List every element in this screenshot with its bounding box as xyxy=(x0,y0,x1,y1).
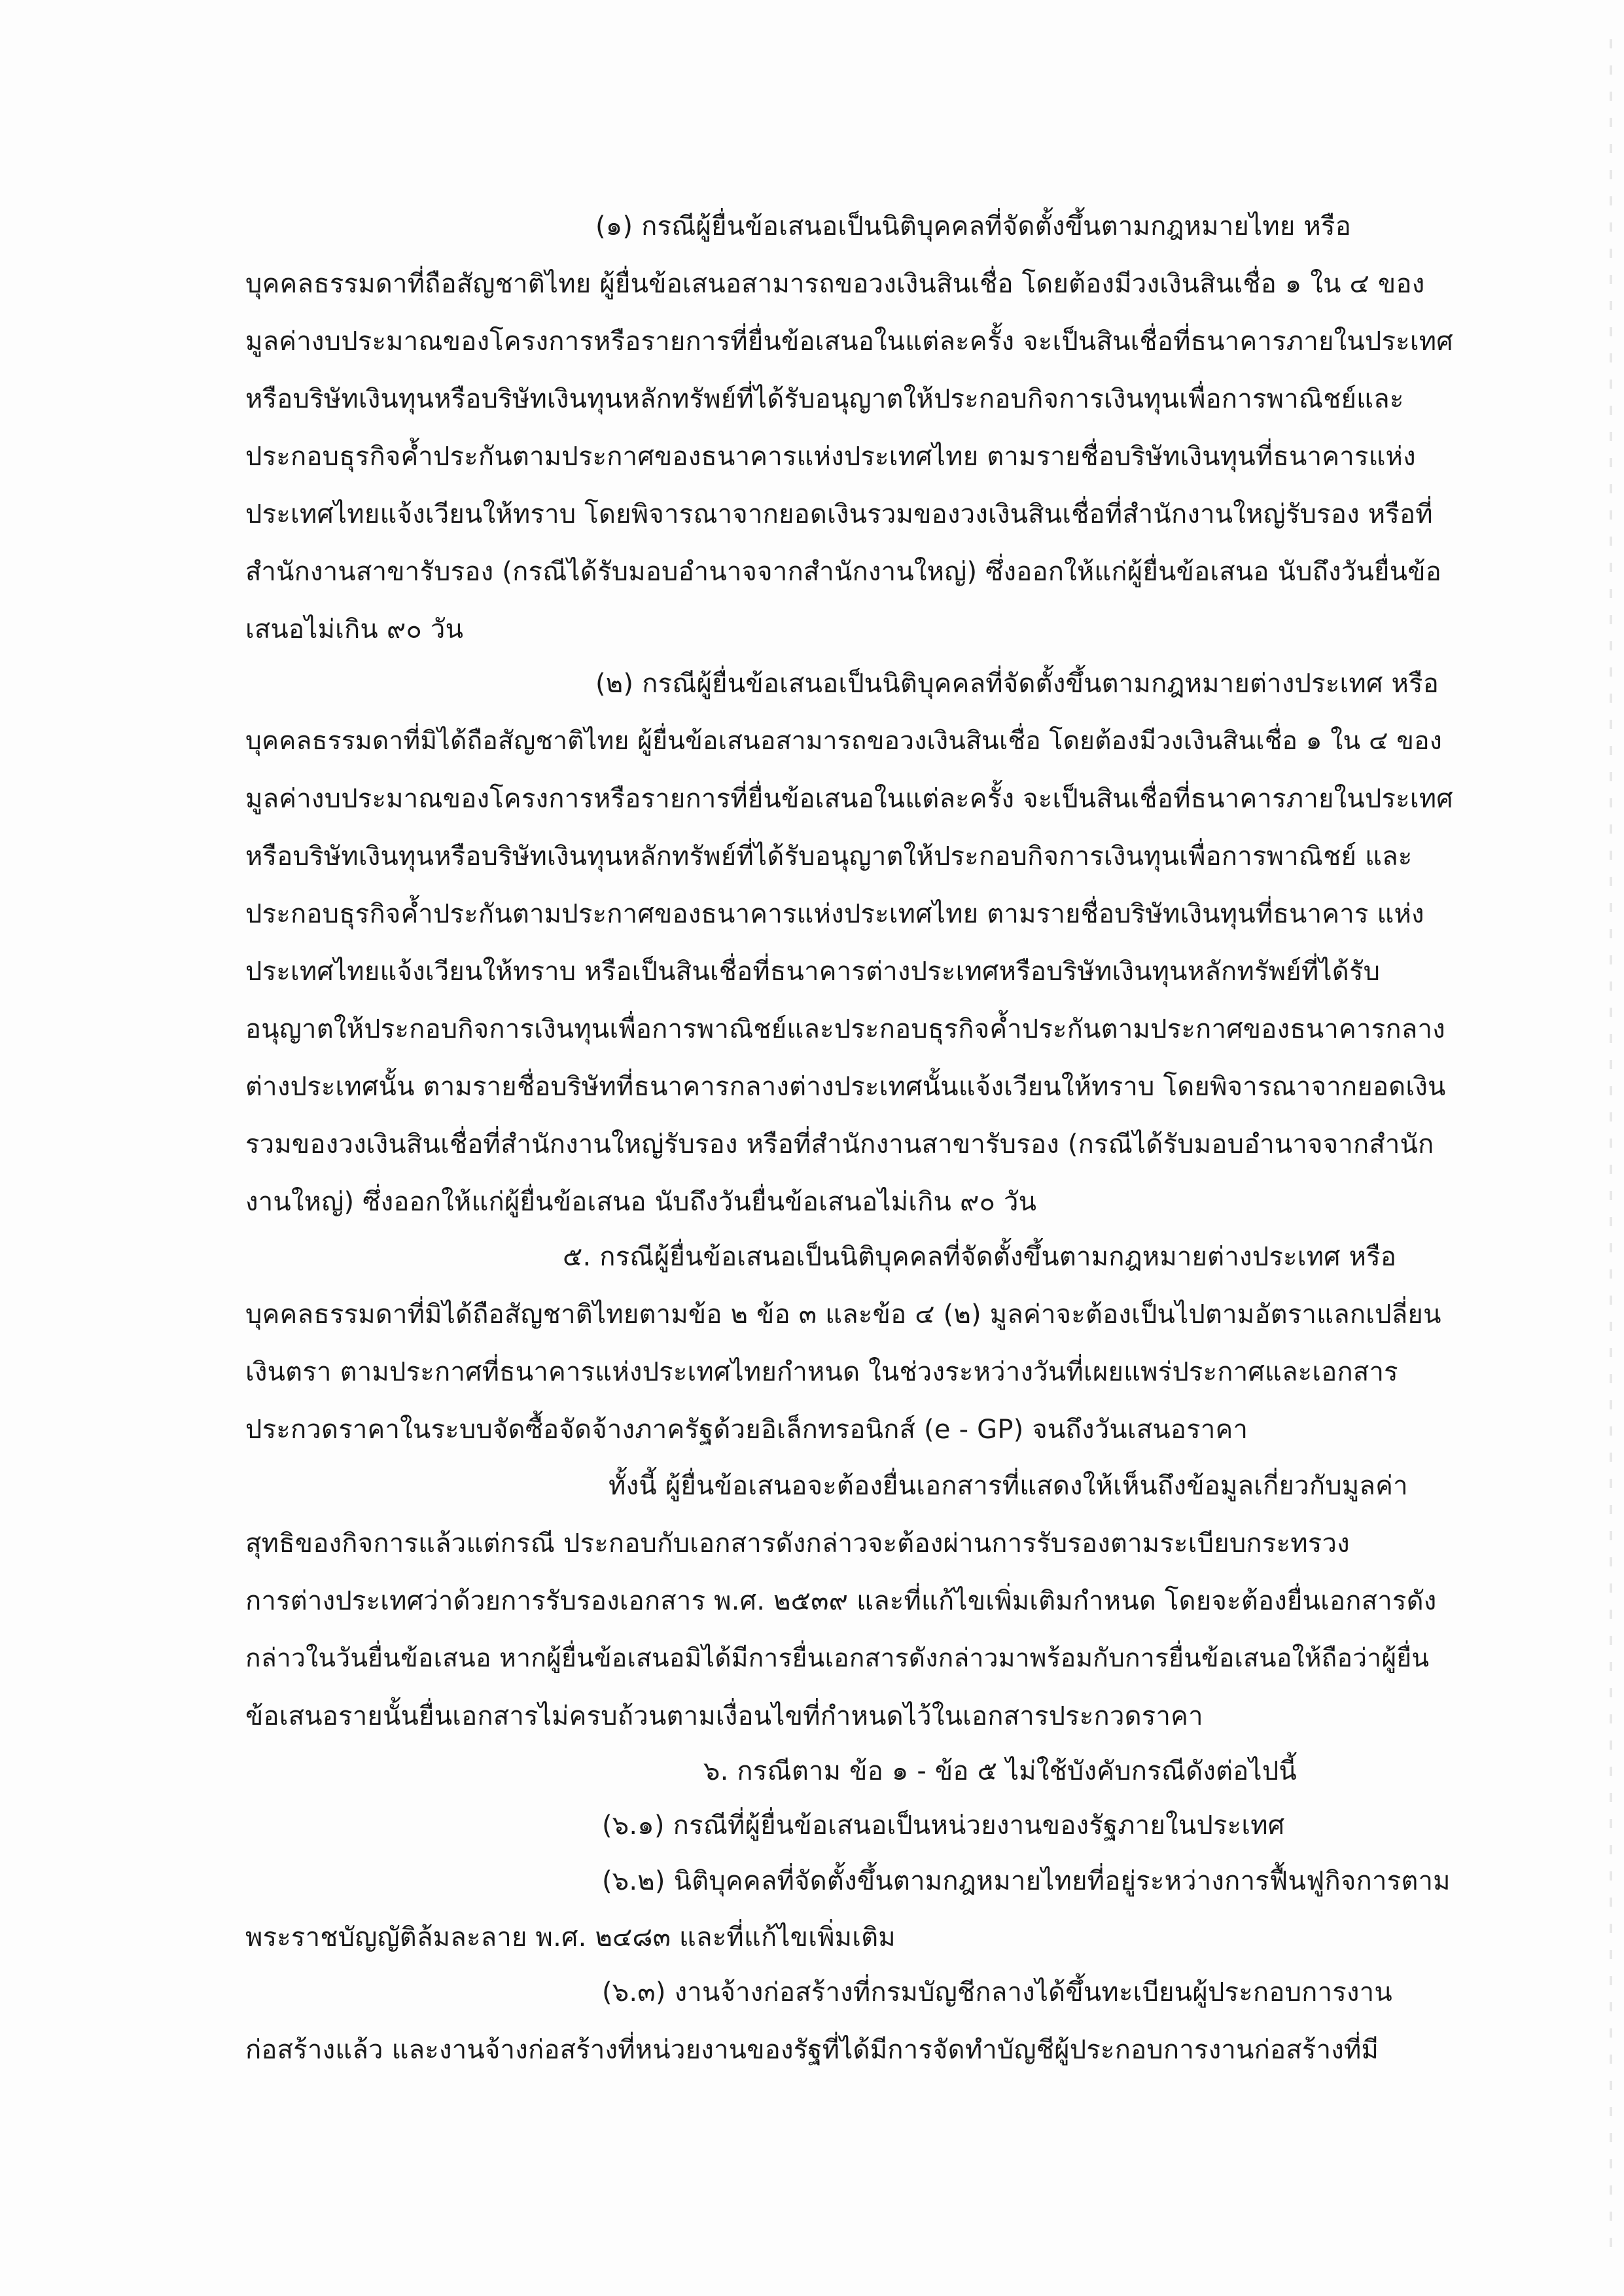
body-line: บุคคลธรรมดาที่มิได้ถือสัญชาติไทยตามข้อ ๒ ข้อ ๓ และข้อ ๔ (๒) มูลค่าจะต้องเป็นไปตามอัตราแลกเปลี่ยน xyxy=(245,1299,1441,1330)
item-6-3-line: (๖.๓) งานจ้างก่อสร้างที่กรมบัญชีกลางได้ขึ้นทะเบียนผู้ประกอบการงาน xyxy=(602,1977,1392,2007)
body-line: ประเทศไทยแจ้งเวียนให้ทราบ โดยพิจารณาจากยอดเงินรวมของวงเงินสินเชื่อที่สำนักงานใหญ่รับรอง หรือที่ xyxy=(245,499,1433,529)
section-6-line: ๖. กรณีตาม ข้อ ๑ - ข้อ ๕ ไม่ใช้บังคับกรณีดังต่อไปนี้ xyxy=(703,1756,1297,1786)
body-line: มูลค่างบประมาณของโครงการหรือรายการที่ยื่นข้อเสนอในแต่ละครั้ง จะเป็นสินเชื่อที่ธนาคารภายในประเทศ xyxy=(245,327,1453,357)
body-line: ประกอบธุรกิจค้ำประกันตามประกาศของธนาคารแห่งประเทศไทย ตามรายชื่อบริษัทเงินทุนที่ธนาคารแห่ง xyxy=(245,442,1416,472)
body-line: หรือบริษัทเงินทุนหรือบริษัทเงินทุนหลักทรัพย์ที่ได้รับอนุญาตให้ประกอบกิจการเงินทุนเพื่อการพาณิชย์ และ xyxy=(245,841,1413,872)
body-line: งานใหญ่) ซึ่งออกให้แก่ผู้ยื่นข้อเสนอ นับถึงวันยื่นข้อเสนอไม่เกิน ๙๐ วัน xyxy=(245,1187,1037,1217)
note-line: ทั้งนี้ ผู้ยื่นข้อเสนอจะต้องยื่นเอกสารที่แสดงให้เห็นถึงข้อมูลเกี่ยวกับมูลค่า xyxy=(609,1471,1408,1501)
body-line: ประเทศไทยแจ้งเวียนให้ทราบ หรือเป็นสินเชื่อที่ธนาคารต่างประเทศหรือบริษัทเงินทุนหลักทรัพย์ที่ได้รับ xyxy=(245,957,1381,987)
body-line: ประกวดราคาในระบบจัดซื้อจัดจ้างภาครัฐด้วยอิเล็กทรอนิกส์ (e - GP) จนถึงวันเสนอราคา xyxy=(245,1415,1248,1445)
paragraph-1-2-line: (๒) กรณีผู้ยื่นข้อเสนอเป็นนิติบุคคลที่จัดตั้งขึ้นตามกฎหมายต่างประเทศ หรือ xyxy=(595,669,1439,699)
item-6-2-line: (๖.๒) นิติบุคคลที่จัดตั้งขึ้นตามกฎหมายไทยที่อยู่ระหว่างการฟื้นฟูกิจการตาม xyxy=(602,1866,1451,1896)
body-line: ต่างประเทศนั้น ตามรายชื่อบริษัทที่ธนาคารกลางต่างประเทศนั้นแจ้งเวียนให้ทราบ โดยพิจารณาจากยอดเงิน xyxy=(245,1072,1446,1102)
paragraph-1-1-line: (๑) กรณีผู้ยื่นข้อเสนอเป็นนิติบุคคลที่จัดตั้งขึ้นตามกฎหมายไทย หรือ xyxy=(595,211,1351,241)
body-line: สำนักงานสาขารับรอง (กรณีได้รับมอบอำนาจจากสำนักงานใหญ่) ซึ่งออกให้แก่ผู้ยื่นข้อเสนอ นับถึงวันยื่นข้อ xyxy=(245,557,1442,587)
body-line: เงินตรา ตามประกาศที่ธนาคารแห่งประเทศไทยกำหนด ในช่วงระหว่างวันที่เผยแพร่ประกาศและเอกสาร xyxy=(245,1357,1398,1387)
body-line: เสนอไม่เกิน ๙๐ วัน xyxy=(245,614,464,645)
body-line: บุคคลธรรมดาที่ถือสัญชาติไทย ผู้ยื่นข้อเสนอสามารถขอวงเงินสินเชื่อ โดยต้องมีวงเงินสินเชื่อ ๑ ใน ๔ ของ xyxy=(245,269,1425,299)
body-line: ก่อสร้างแล้ว และงานจ้างก่อสร้างที่หน่วยงานของรัฐที่ได้มีการจัดทำบัญชีผู้ประกอบการงานก่อสร้างที่มี xyxy=(245,2035,1379,2065)
body-line: บุคคลธรรมดาที่มิได้ถือสัญชาติไทย ผู้ยื่นข้อเสนอสามารถขอวงเงินสินเชื่อ โดยต้องมีวงเงินสินเชื่อ ๑ ใน ๔ ของ xyxy=(245,726,1443,756)
body-line: รวมของวงเงินสินเชื่อที่สำนักงานใหญ่รับรอง หรือที่สำนักงานสาขารับรอง (กรณีได้รับมอบอำนาจจากสำนัก xyxy=(245,1129,1434,1159)
body-line: ประกอบธุรกิจค้ำประกันตามประกาศของธนาคารแห่งประเทศไทย ตามรายชื่อบริษัทเงินทุนที่ธนาคาร แห่ง xyxy=(245,899,1424,929)
body-line: สุทธิของกิจการแล้วแต่กรณี ประกอบกับเอกสารดังกล่าวจะต้องผ่านการรับรองตามระเบียบกระทรวง xyxy=(245,1528,1350,1559)
body-line: มูลค่างบประมาณของโครงการหรือรายการที่ยื่นข้อเสนอในแต่ละครั้ง จะเป็นสินเชื่อที่ธนาคารภายในประเทศ xyxy=(245,784,1453,814)
scan-edge-artifact xyxy=(1610,39,1612,2251)
body-line: การต่างประเทศว่าด้วยการรับรองเอกสาร พ.ศ. ๒๕๓๙ และที่แก้ไขเพิ่มเติมกำหนด โดยจะต้องยื่นเอกสารดัง xyxy=(245,1586,1437,1616)
body-line: อนุญาตให้ประกอบกิจการเงินทุนเพื่อการพาณิชย์และประกอบธุรกิจค้ำประกันตามประกาศของธนาคารกลาง xyxy=(245,1014,1445,1044)
body-line: กล่าวในวันยื่นข้อเสนอ หากผู้ยื่นข้อเสนอมิได้มีการยื่นเอกสารดังกล่าวมาพร้อมกับการยื่นข้อเสนอให้ถือว่าผู้ยื่น xyxy=(245,1644,1430,1673)
body-line: ข้อเสนอรายนั้นยื่นเอกสารไม่ครบถ้วนตามเงื่อนไขที่กำหนดไว้ในเอกสารประกวดราคา xyxy=(245,1701,1203,1731)
item-6-1-line: (๖.๑) กรณีที่ผู้ยื่นข้อเสนอเป็นหน่วยงานของรัฐภายในประเทศ xyxy=(602,1810,1285,1841)
body-line: หรือบริษัทเงินทุนหรือบริษัทเงินทุนหลักทรัพย์ที่ได้รับอนุญาตให้ประกอบกิจการเงินทุนเพื่อการพาณิชย์และ xyxy=(245,384,1404,414)
body-line: พระราชบัญญัติล้มละลาย พ.ศ. ๒๔๘๓ และที่แก้ไขเพิ่มเติม xyxy=(245,1922,896,1952)
section-5-line: ๕. กรณีผู้ยื่นข้อเสนอเป็นนิติบุคคลที่จัดตั้งขึ้นตามกฎหมายต่างประเทศ หรือ xyxy=(563,1242,1397,1272)
